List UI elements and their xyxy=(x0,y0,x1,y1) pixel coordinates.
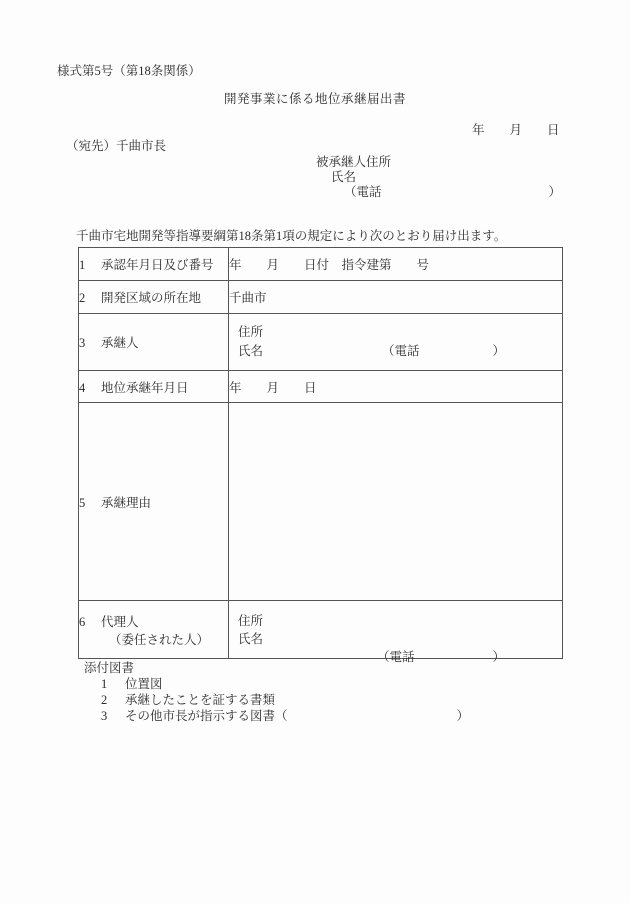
attachment-item xyxy=(84,692,469,708)
row-label: 地位承継年月日 xyxy=(101,380,189,395)
predecessor-address-label: 被承継人住所 xyxy=(316,155,392,169)
item-close-paren: ） xyxy=(456,709,470,723)
item-text: その他市長が指示する図書（ xyxy=(125,709,288,723)
row-number: 4 xyxy=(79,380,86,395)
form-table xyxy=(78,247,563,664)
row-label-cell xyxy=(79,403,229,601)
attachment-item xyxy=(84,676,469,692)
address-label: 住所 xyxy=(238,613,264,628)
attachment-item xyxy=(84,708,469,724)
row-label: 代理人 xyxy=(101,614,139,629)
row-number: 2 xyxy=(79,291,86,305)
row-value-cell: 年 月 日 xyxy=(229,371,563,403)
row-label-cell xyxy=(79,281,229,314)
date-line: 年 月 日 xyxy=(472,123,560,137)
table-row-agent xyxy=(79,601,563,659)
row-label-cell xyxy=(79,371,229,403)
page-title: 開発事業に係る地位承継届出書 xyxy=(223,92,406,106)
row-number: 1 xyxy=(79,258,86,272)
row-number: 3 xyxy=(79,336,86,350)
item-text: 承継したことを証する書類 xyxy=(125,693,276,707)
phone-close-label: ） xyxy=(492,649,506,664)
row-label-cell xyxy=(79,248,229,281)
table-row-successor xyxy=(79,314,563,371)
attachments-title: 添付図書 xyxy=(84,661,135,675)
item-number: 2 xyxy=(101,693,108,707)
item-number: 1 xyxy=(101,677,108,691)
item-text: 位置図 xyxy=(125,677,163,691)
row-value-cell: 千曲市 xyxy=(229,281,563,314)
attachments-section xyxy=(84,660,469,724)
row-value-cell xyxy=(229,601,563,664)
predecessor-phone-line xyxy=(344,182,561,200)
table-row-reason xyxy=(79,403,563,601)
row-value-cell xyxy=(229,314,563,371)
row-sublabel: （委任された人） xyxy=(109,632,210,647)
row-value-cell xyxy=(229,403,563,601)
addressee: （宛先）千曲市長 xyxy=(66,139,167,153)
name-label: 氏名 xyxy=(238,344,264,358)
phone-close-label: ） xyxy=(492,344,506,358)
address-label: 住所 xyxy=(238,325,264,339)
row-label: 開発区域の所在地 xyxy=(101,291,202,305)
form-number: 様式第5号（第18条関係） xyxy=(57,64,201,78)
row-label-cell xyxy=(79,601,229,659)
row-label: 承継理由 xyxy=(101,495,152,510)
predecessor-name-label: 氏名 xyxy=(331,170,357,184)
row-number: 6 xyxy=(79,614,86,629)
intro-sentence: 千曲市宅地開発等指導要綱第18条第1項の規定により次のとおり届け出ます。 xyxy=(76,229,507,243)
row-number: 5 xyxy=(79,495,86,510)
table-row-succession-date xyxy=(79,371,563,403)
phone-open-label: （電話 xyxy=(377,649,415,664)
phone-line xyxy=(382,342,505,361)
table-row-location xyxy=(79,281,563,314)
phone-open-label: （電話 xyxy=(344,185,382,199)
row-label-cell xyxy=(79,314,229,371)
phone-open-label: （電話 xyxy=(382,344,420,358)
row-label: 承認年月日及び番号 xyxy=(101,258,214,272)
row-value-cell: 年 月 日付 指令建第 号 xyxy=(229,248,563,281)
name-label: 氏名 xyxy=(238,631,264,646)
row-label: 承継人 xyxy=(101,336,139,350)
table-row-approval xyxy=(79,248,563,281)
phone-close-label: ） xyxy=(548,185,562,199)
item-number: 3 xyxy=(101,709,108,723)
